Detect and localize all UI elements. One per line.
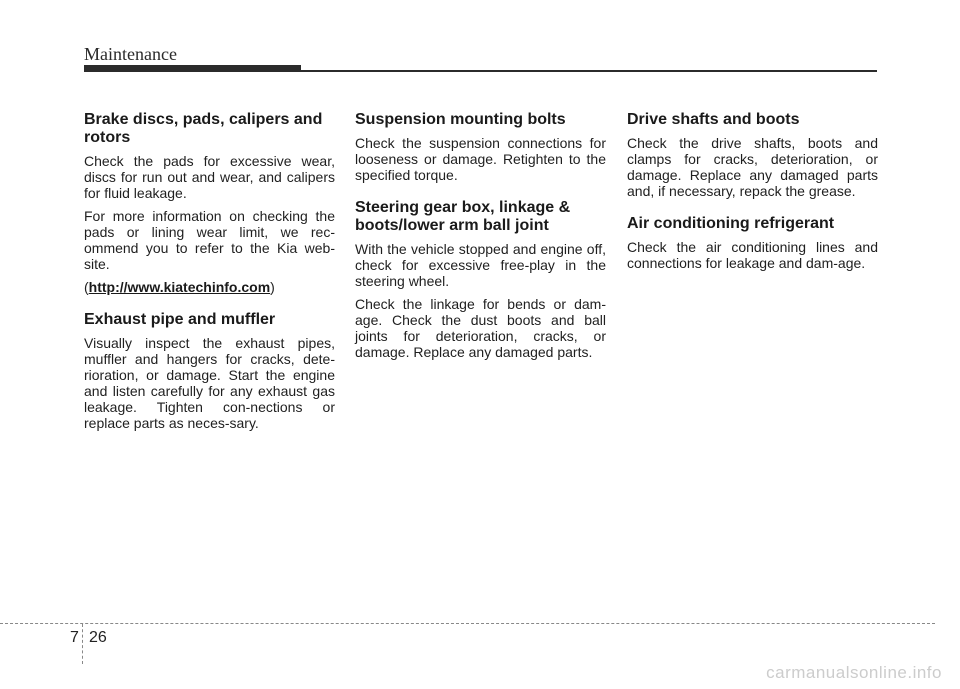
- section-paragraph: Check the suspension connections for looseness or damage. Retighten to the specified torque.: [355, 135, 606, 183]
- section-paragraph: Check the air conditioning lines and connections for leakage and dam-age.: [627, 239, 878, 271]
- link-close-paren: ): [270, 279, 275, 295]
- section-paragraph: For more information on checking the pads or lining wear limit, we rec-ommend you to refer to the Kia web-site.: [84, 208, 335, 272]
- column-2: [355, 111, 606, 367]
- column-1: [84, 111, 335, 438]
- section-paragraph: Visually inspect the exhaust pipes, muffler and hangers for cracks, dete-rioration, or damage. Start the engine and listen carefully for any exhaust gas leakage. Tighten con-nections or replace parts as neces-sary.: [84, 335, 335, 431]
- section-heading-ac-refrigerant: Air conditioning refrigerant: [627, 215, 835, 232]
- page-header-title: Maintenance: [84, 44, 177, 64]
- section-paragraph: With the vehicle stopped and engine off, check for excessive free-play in the steering wheel.: [355, 241, 606, 289]
- link-paragraph: [84, 279, 335, 295]
- footer-dashed-rule: [0, 623, 935, 624]
- footer-dashed-divider: [82, 624, 83, 664]
- section-paragraph: Check the linkage for bends or dam-age. Check the dust boots and ball joints for deterioration, cracks, or damage. Replace any damaged parts.: [355, 296, 606, 360]
- kia-website-link[interactable]: http://www.kiatechinfo.com: [88, 279, 271, 295]
- section-paragraph: Check the drive shafts, boots and clamps for cracks, deterioration, or damage. Replace any damaged parts and, if necessary, repack the grease.: [627, 135, 878, 199]
- chapter-number: 7: [70, 629, 79, 646]
- header-rule-thin: [84, 70, 877, 72]
- section-heading-steering: Steering gear box, linkage & boots/lower arm ball joint: [355, 199, 571, 234]
- page-number: 26: [89, 629, 107, 646]
- section-paragraph: Check the pads for excessive wear, discs for run out and wear, and calipers for fluid leakage.: [84, 153, 335, 201]
- section-heading-brakes: Brake discs, pads, calipers and rotors: [84, 111, 323, 146]
- section-heading-drive-shafts: Drive shafts and boots: [627, 111, 800, 128]
- section-heading-suspension: Suspension mounting bolts: [355, 111, 566, 128]
- watermark-text: carmanualsonline.info: [766, 663, 942, 682]
- column-3: [627, 111, 878, 278]
- link-open-paren: (: [84, 279, 89, 295]
- section-heading-exhaust: Exhaust pipe and muffler: [84, 311, 276, 328]
